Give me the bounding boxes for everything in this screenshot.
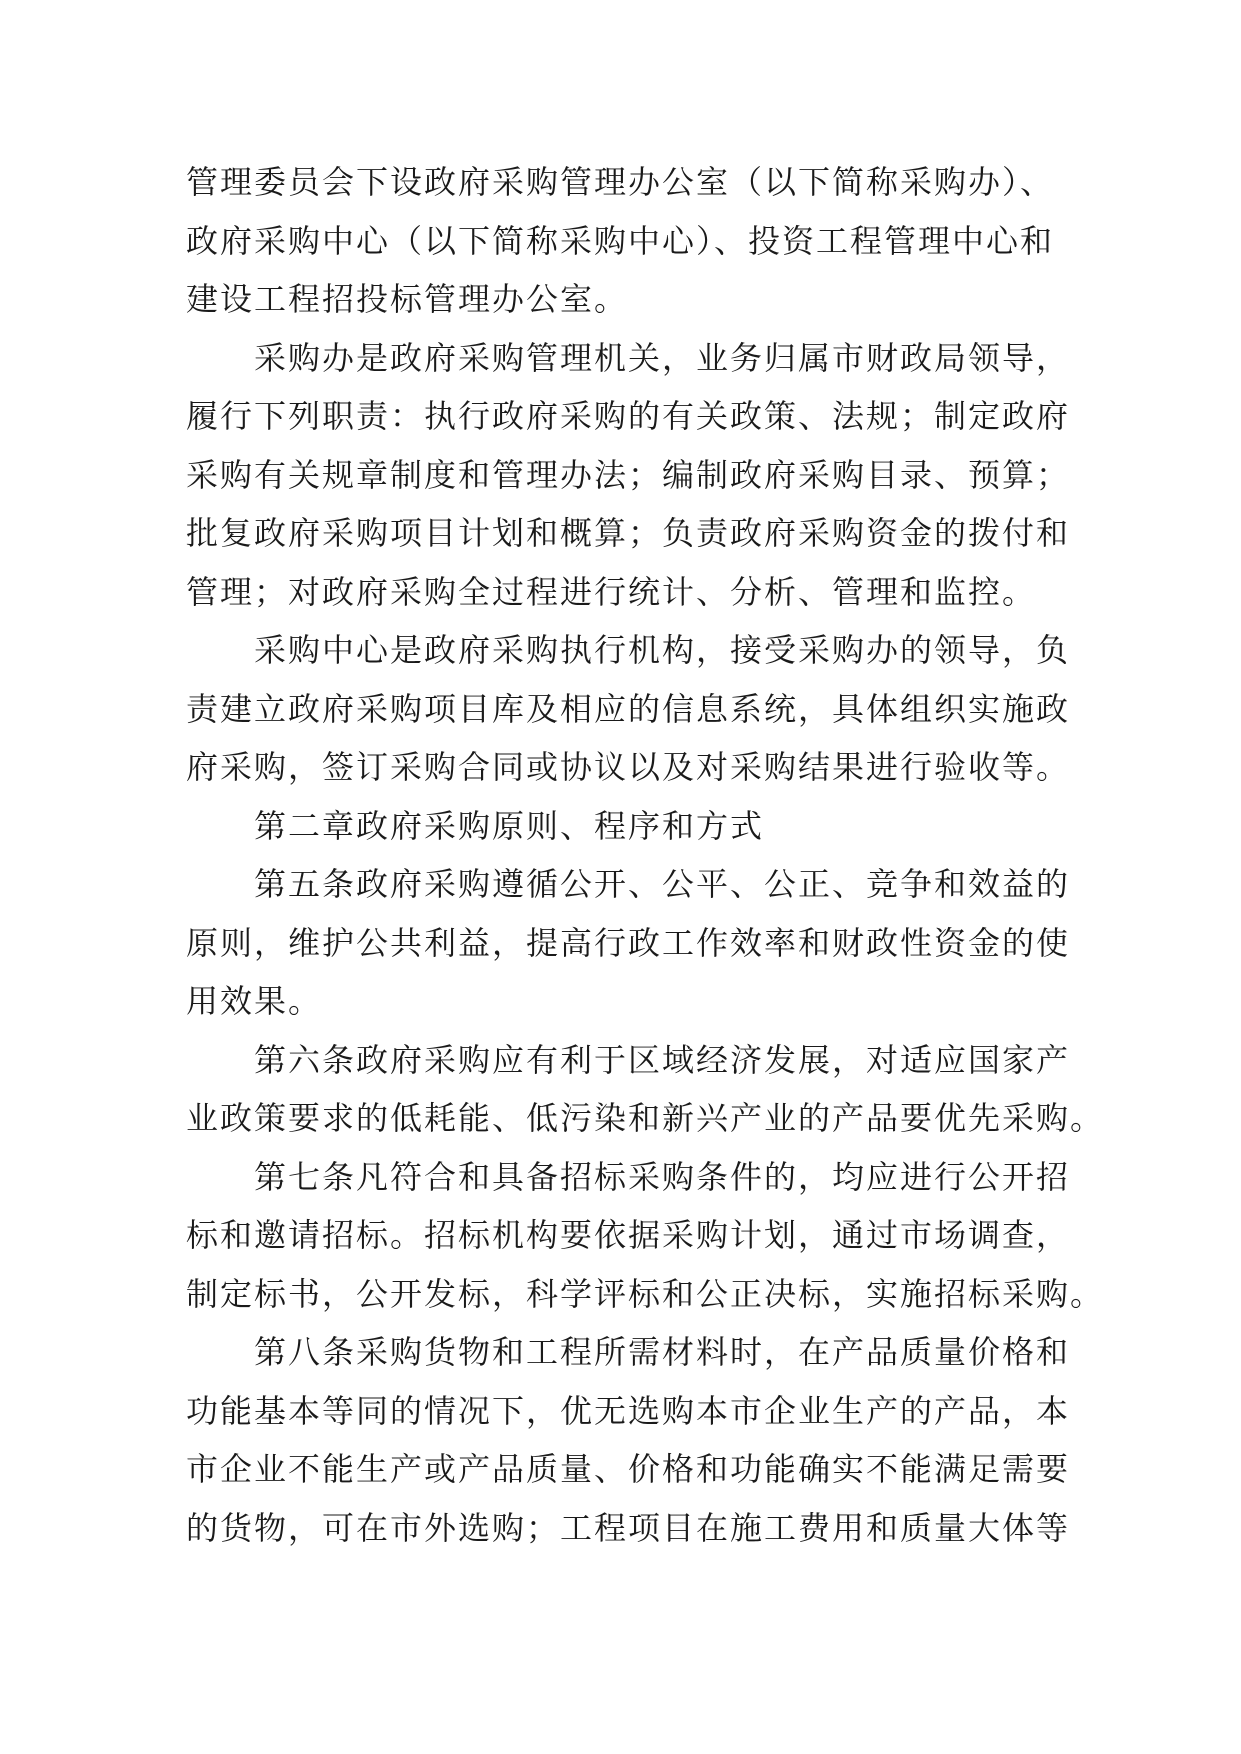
- text-line: 业政策要求的低耗能、低污染和新兴产业的产品要优先采购。: [186, 1099, 1105, 1137]
- text-line: 第五条政府采购遵循公开、公平、公正、竞争和效益的: [186, 865, 1071, 903]
- text-line: 采购办是政府采购管理机关，业务归属市财政局领导，: [186, 338, 1071, 377]
- text-line: 政府采购中心（以下简称采购中心）、投资工程管理中心和: [186, 221, 1055, 260]
- text-line: 制定标书，公开发标，科学评标和公正决标，实施招标采购。: [186, 1274, 1105, 1313]
- text-line: 市企业不能生产或产品质量、价格和功能确实不能满足需要: [186, 1450, 1071, 1488]
- text-line: 第八条采购货物和工程所需材料时，在产品质量价格和: [186, 1333, 1071, 1371]
- text-line: 采购中心是政府采购执行机构，接受采购办的领导，负: [186, 631, 1071, 669]
- text-line: 府采购，签订采购合同或协议以及对采购结果进行验收等。: [186, 748, 1071, 786]
- chapter-heading: 第二章政府采购原则、程序和方式: [186, 806, 765, 845]
- text-line: 第七条凡符合和具备招标采购条件的，均应进行公开招: [186, 1157, 1071, 1196]
- document-body: [186, 153, 1105, 1557]
- text-line: 标和邀请招标。招标机构要依据采购计划，通过市场调查，: [186, 1216, 1071, 1254]
- text-line: 责建立政府采购项目库及相应的信息系统，具体组织实施政: [186, 689, 1071, 728]
- text-line: 管理；对政府采购全过程进行统计、分析、管理和监控。: [186, 572, 1037, 611]
- text-line: 功能基本等同的情况下，优无选购本市企业生产的产品，本: [186, 1391, 1071, 1430]
- text-line: 第六条政府采购应有利于区域经济发展，对适应国家产: [186, 1040, 1071, 1079]
- text-line: 用效果。: [186, 982, 323, 1020]
- text-line: 建设工程招投标管理办公室。: [186, 280, 629, 318]
- text-line: 原则，维护公共利益，提高行政工作效率和财政性资金的使: [186, 923, 1071, 962]
- text-line: 的货物，可在市外选购；工程项目在施工费用和质量大体等: [186, 1508, 1071, 1547]
- text-line: 批复政府采购项目计划和概算；负责政府采购资金的拨付和: [186, 514, 1071, 552]
- text-line: 履行下列职责：执行政府采购的有关政策、法规；制定政府: [186, 397, 1071, 435]
- text-line: 管理委员会下设政府采购管理办公室（以下简称采购办）、: [186, 163, 1055, 201]
- text-line: 采购有关规章制度和管理办法；编制政府采购目录、预算；: [186, 455, 1071, 494]
